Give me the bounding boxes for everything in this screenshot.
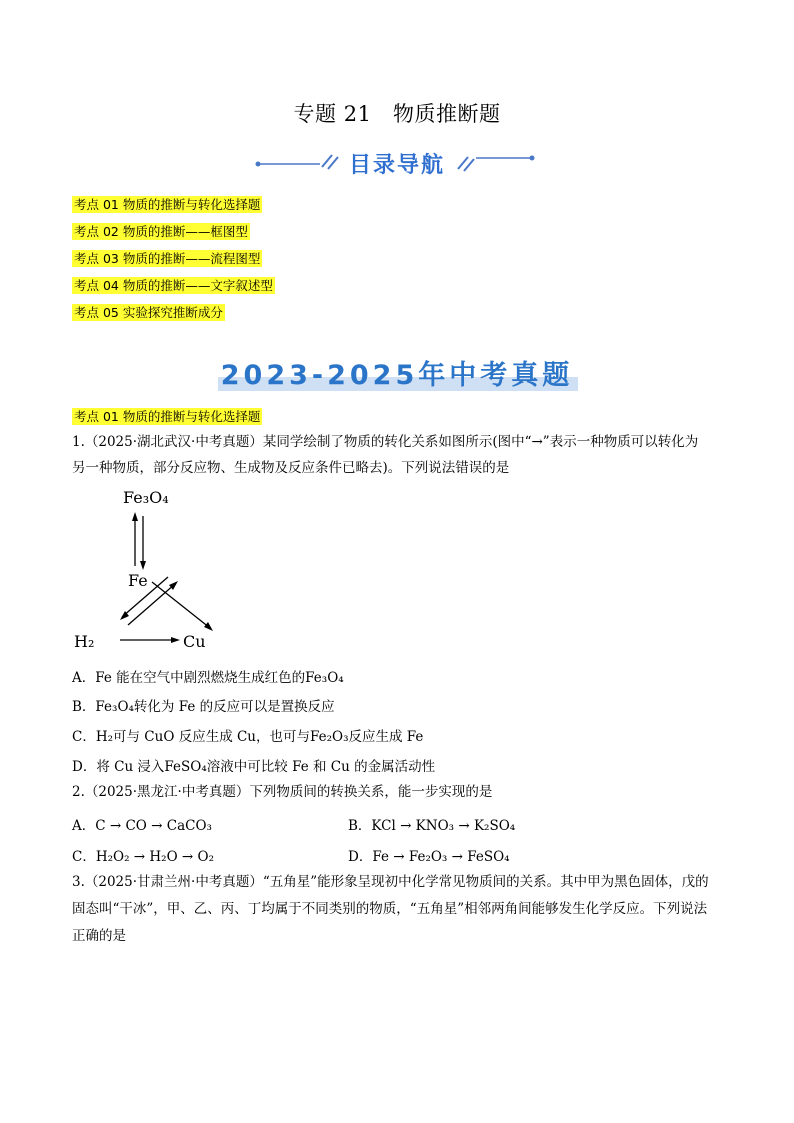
- q1-line2: 另一种物质，部分反应物、生成物及反应条件已略去)。下列说法错误的是: [72, 460, 510, 476]
- toc-item-3[interactable]: 考点 03 物质的推断——流程图型: [74, 251, 261, 266]
- toc-item-2[interactable]: 考点 02 物质的推断——框图型: [74, 224, 248, 239]
- toc-item-5[interactable]: 考点 05 实验探究推断成分: [74, 305, 223, 320]
- q2-option-d[interactable]: D．Fe → Fe₂O₃ → FeSO₄: [348, 849, 510, 865]
- diagram-node-cu: Cu: [183, 632, 206, 651]
- diagram-node-h2: H₂: [74, 632, 95, 651]
- q2-option-b[interactable]: B．KCl → KNO₃ → K₂SO₄: [348, 818, 516, 834]
- toc-item-1[interactable]: 考点 01 物质的推断与转化选择题: [74, 197, 261, 212]
- q3-line1: 3.（2025·甘肃兰州·中考真题）“五角星”能形象呈现初中化学常见物质间的关系。其中甲为黑色固体，戊的: [72, 874, 709, 890]
- q1-option-b[interactable]: B．Fe₃O₄转化为 Fe 的反应可以是置换反应: [72, 699, 335, 715]
- exam-banner: 2023-2025年中考真题: [220, 360, 574, 391]
- section-heading: 考点 01 物质的推断与转化选择题: [74, 409, 261, 424]
- toc-item-4[interactable]: 考点 04 物质的推断——文字叙述型: [74, 278, 273, 293]
- q1-option-c[interactable]: C．H₂可与 CuO 反应生成 Cu，也可与Fe₂O₃反应生成 Fe: [72, 729, 424, 745]
- q3-line2: 固态叫“干冰”，甲、乙、丙、丁均属于不同类别的物质，“五角星”相邻两角间能够发生化学反应。下列说法: [72, 901, 708, 917]
- q1-option-a[interactable]: A．Fe 能在空气中剧烈燃烧生成红色的Fe₃O₄: [72, 670, 344, 686]
- diagram-node-fe3o4: Fe₃O₄: [123, 488, 169, 507]
- q1-line1: 1.（2025·湖北武汉·中考真题）某同学绘制了物质的转化关系如图所示(图中“→”表示一种物质可以转化为: [72, 434, 699, 450]
- q2-stem: 2.（2025·黑龙江·中考真题）下列物质间的转换关系，能一步实现的是: [72, 784, 493, 800]
- q3-line3: 正确的是: [72, 928, 126, 944]
- nav-title: 目录导航: [348, 153, 445, 178]
- page-title: 专题 21 物质推断题: [293, 102, 501, 126]
- q2-option-c[interactable]: C．H₂O₂ → H₂O → O₂: [72, 849, 215, 865]
- q1-option-d[interactable]: D．将 Cu 浸入FeSO₄溶液中可比较 Fe 和 Cu 的金属活动性: [72, 759, 436, 775]
- q2-option-a[interactable]: A．C → CO → CaCO₃: [72, 818, 212, 834]
- diagram-node-fe: Fe: [128, 571, 148, 590]
